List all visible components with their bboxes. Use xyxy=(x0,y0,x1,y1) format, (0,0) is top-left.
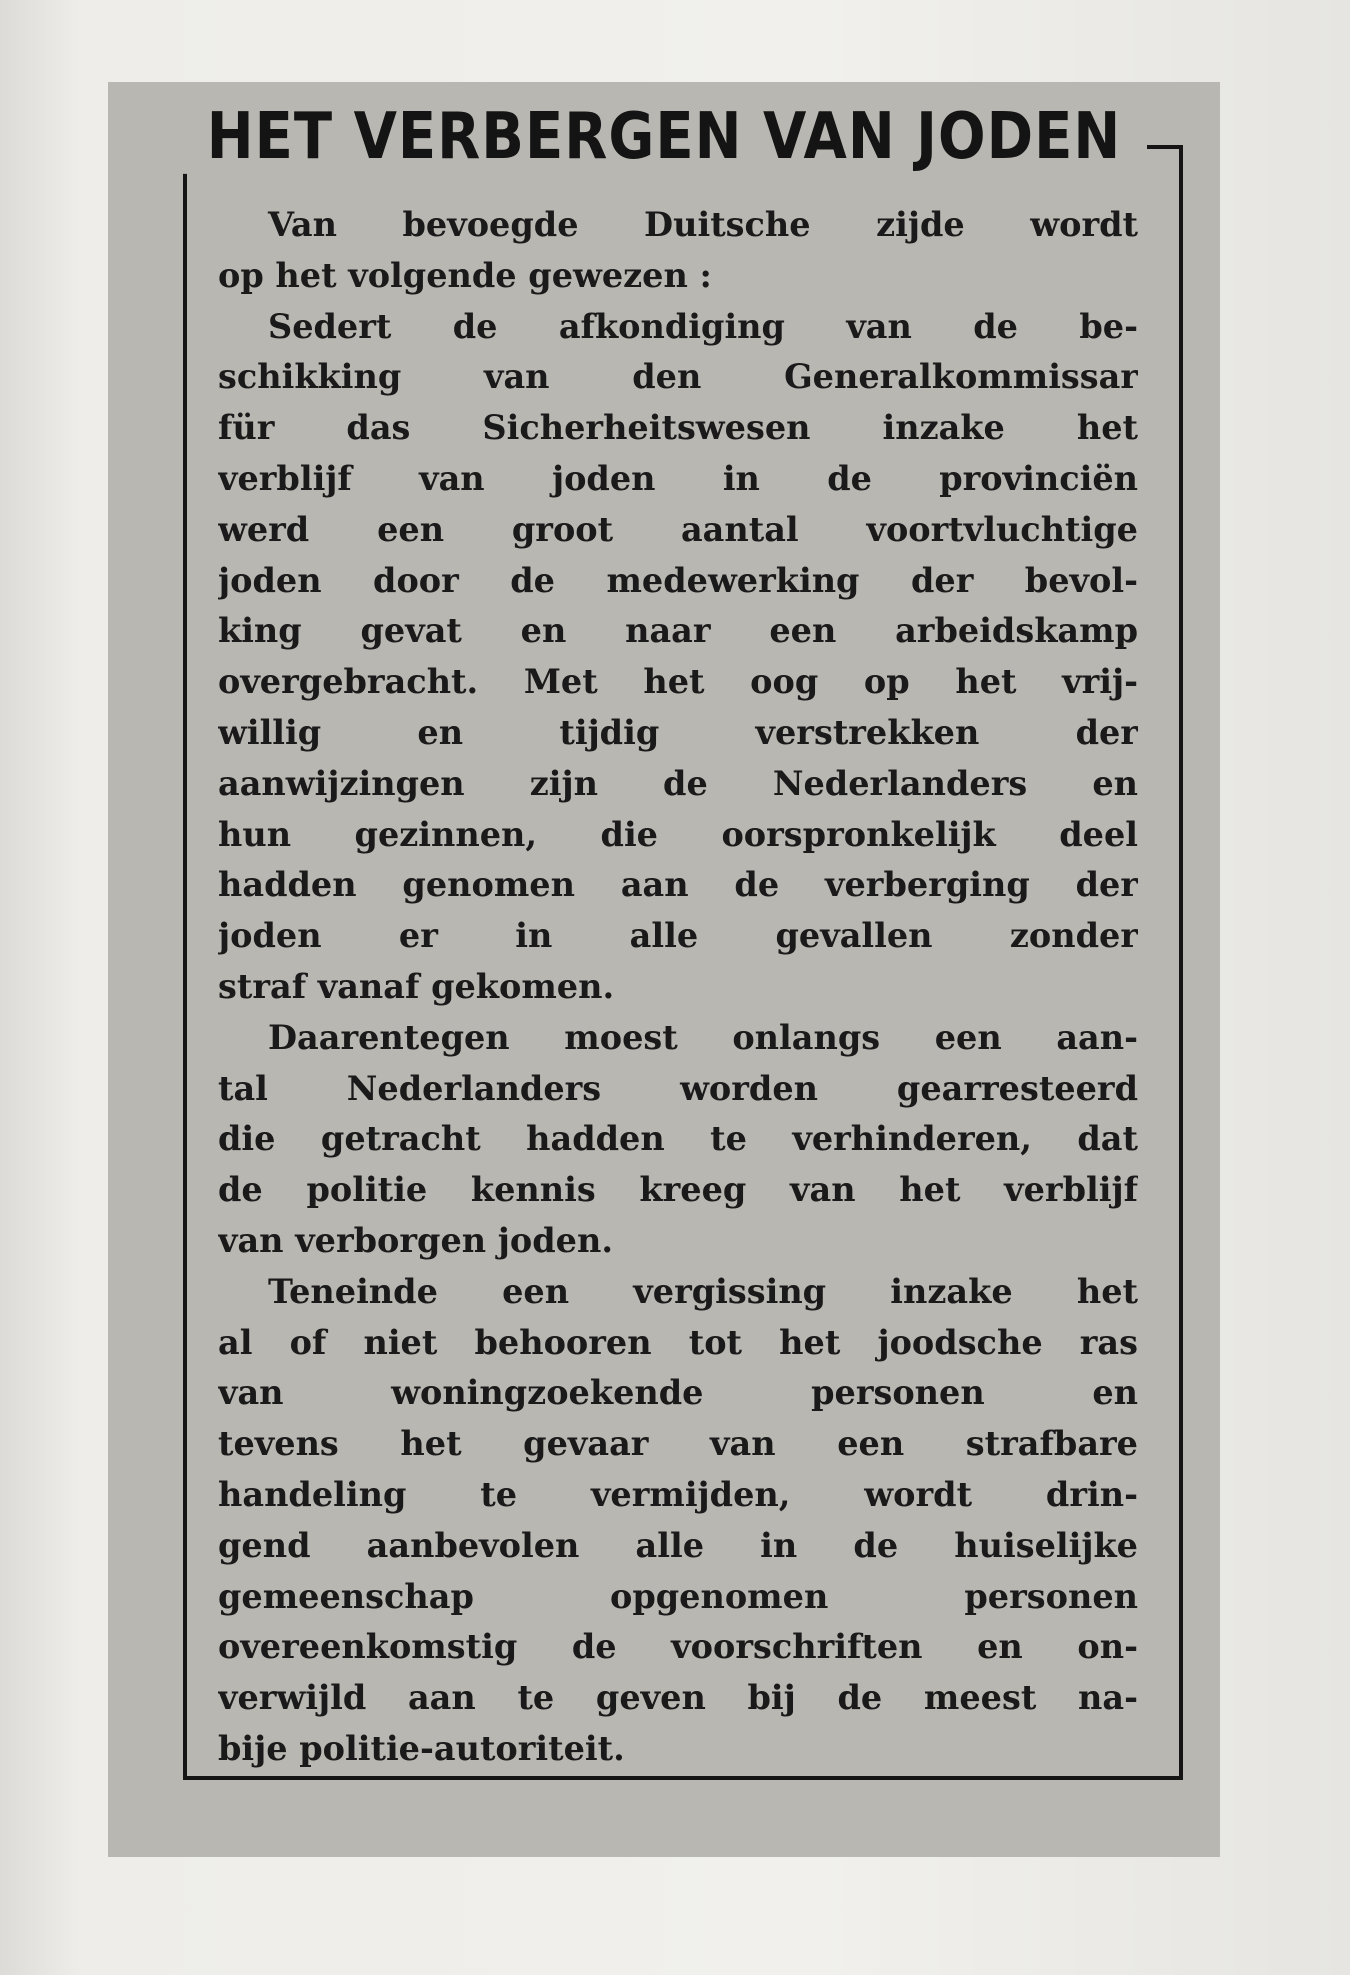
article-line: verblijf van joden in de provinciën xyxy=(218,458,1138,498)
newspaper-clipping xyxy=(108,82,1220,1857)
article-line: hun gezinnen, die oorspronkelijk deel xyxy=(218,814,1138,854)
article-line: joden door de medewerking der bevol- xyxy=(218,560,1138,600)
article-line: gemeenschap opgenomen personen xyxy=(218,1576,1138,1616)
article-line: gend aanbevolen alle in de huiselijke xyxy=(218,1525,1138,1565)
article-line: schikking van den Generalkommissar xyxy=(218,357,1138,397)
article-line: op het volgende gewezen : xyxy=(218,255,712,295)
article-line: willig en tijdig verstrekken der xyxy=(218,712,1138,752)
article-line: tal Nederlanders worden gearresteerd xyxy=(218,1068,1138,1108)
article-paragraph xyxy=(218,302,1138,1013)
article-line: overgebracht. Met het oog op het vrij- xyxy=(218,662,1138,702)
article-line: handeling te vermijden, wordt drin- xyxy=(218,1474,1138,1514)
article-paragraph xyxy=(218,200,1138,302)
article-line: Sedert de afkondiging van de be- xyxy=(268,306,1138,346)
article-line: bije politie-autoriteit. xyxy=(218,1728,625,1768)
article-line: die getracht hadden te verhinderen, dat xyxy=(218,1119,1138,1159)
headline xyxy=(108,99,1220,174)
article-line: van verborgen joden. xyxy=(218,1220,614,1260)
article-paragraph xyxy=(218,1013,1138,1267)
article-line: al of niet behooren tot het joodsche ras xyxy=(218,1322,1138,1362)
article-line: king gevat en naar een arbeidskamp xyxy=(218,611,1138,651)
article-line: de politie kennis kreeg van het verblijf xyxy=(218,1170,1138,1210)
article-line: Daarentegen moest onlangs een aan- xyxy=(268,1017,1138,1057)
article-line: straf vanaf gekomen. xyxy=(218,966,615,1006)
article-line: für das Sicherheitswesen inzake het xyxy=(218,408,1138,448)
article-line: tevens het gevaar van een strafbare xyxy=(218,1424,1138,1464)
article-line: Van bevoegde Duitsche zijde wordt xyxy=(268,205,1138,244)
article-line: werd een groot aantal voortvluchtige xyxy=(218,509,1138,549)
article-line: Teneinde een vergissing inzake het xyxy=(268,1271,1138,1311)
article-line: verwijld aan te geven bij de meest na- xyxy=(218,1678,1138,1718)
article-line: aanwijzingen zijn de Nederlanders en xyxy=(218,763,1138,803)
article-body xyxy=(218,200,1138,1775)
article-line: joden er in alle gevallen zonder xyxy=(218,916,1138,956)
article-line: overeenkomstig de voorschriften en on- xyxy=(218,1627,1138,1667)
article-line: hadden genomen aan de verberging der xyxy=(218,865,1138,905)
headline-text: HET VERBERGEN VAN JODEN xyxy=(181,99,1147,174)
article-line: van woningzoekende personen en xyxy=(218,1373,1138,1413)
article-paragraph xyxy=(218,1267,1138,1775)
